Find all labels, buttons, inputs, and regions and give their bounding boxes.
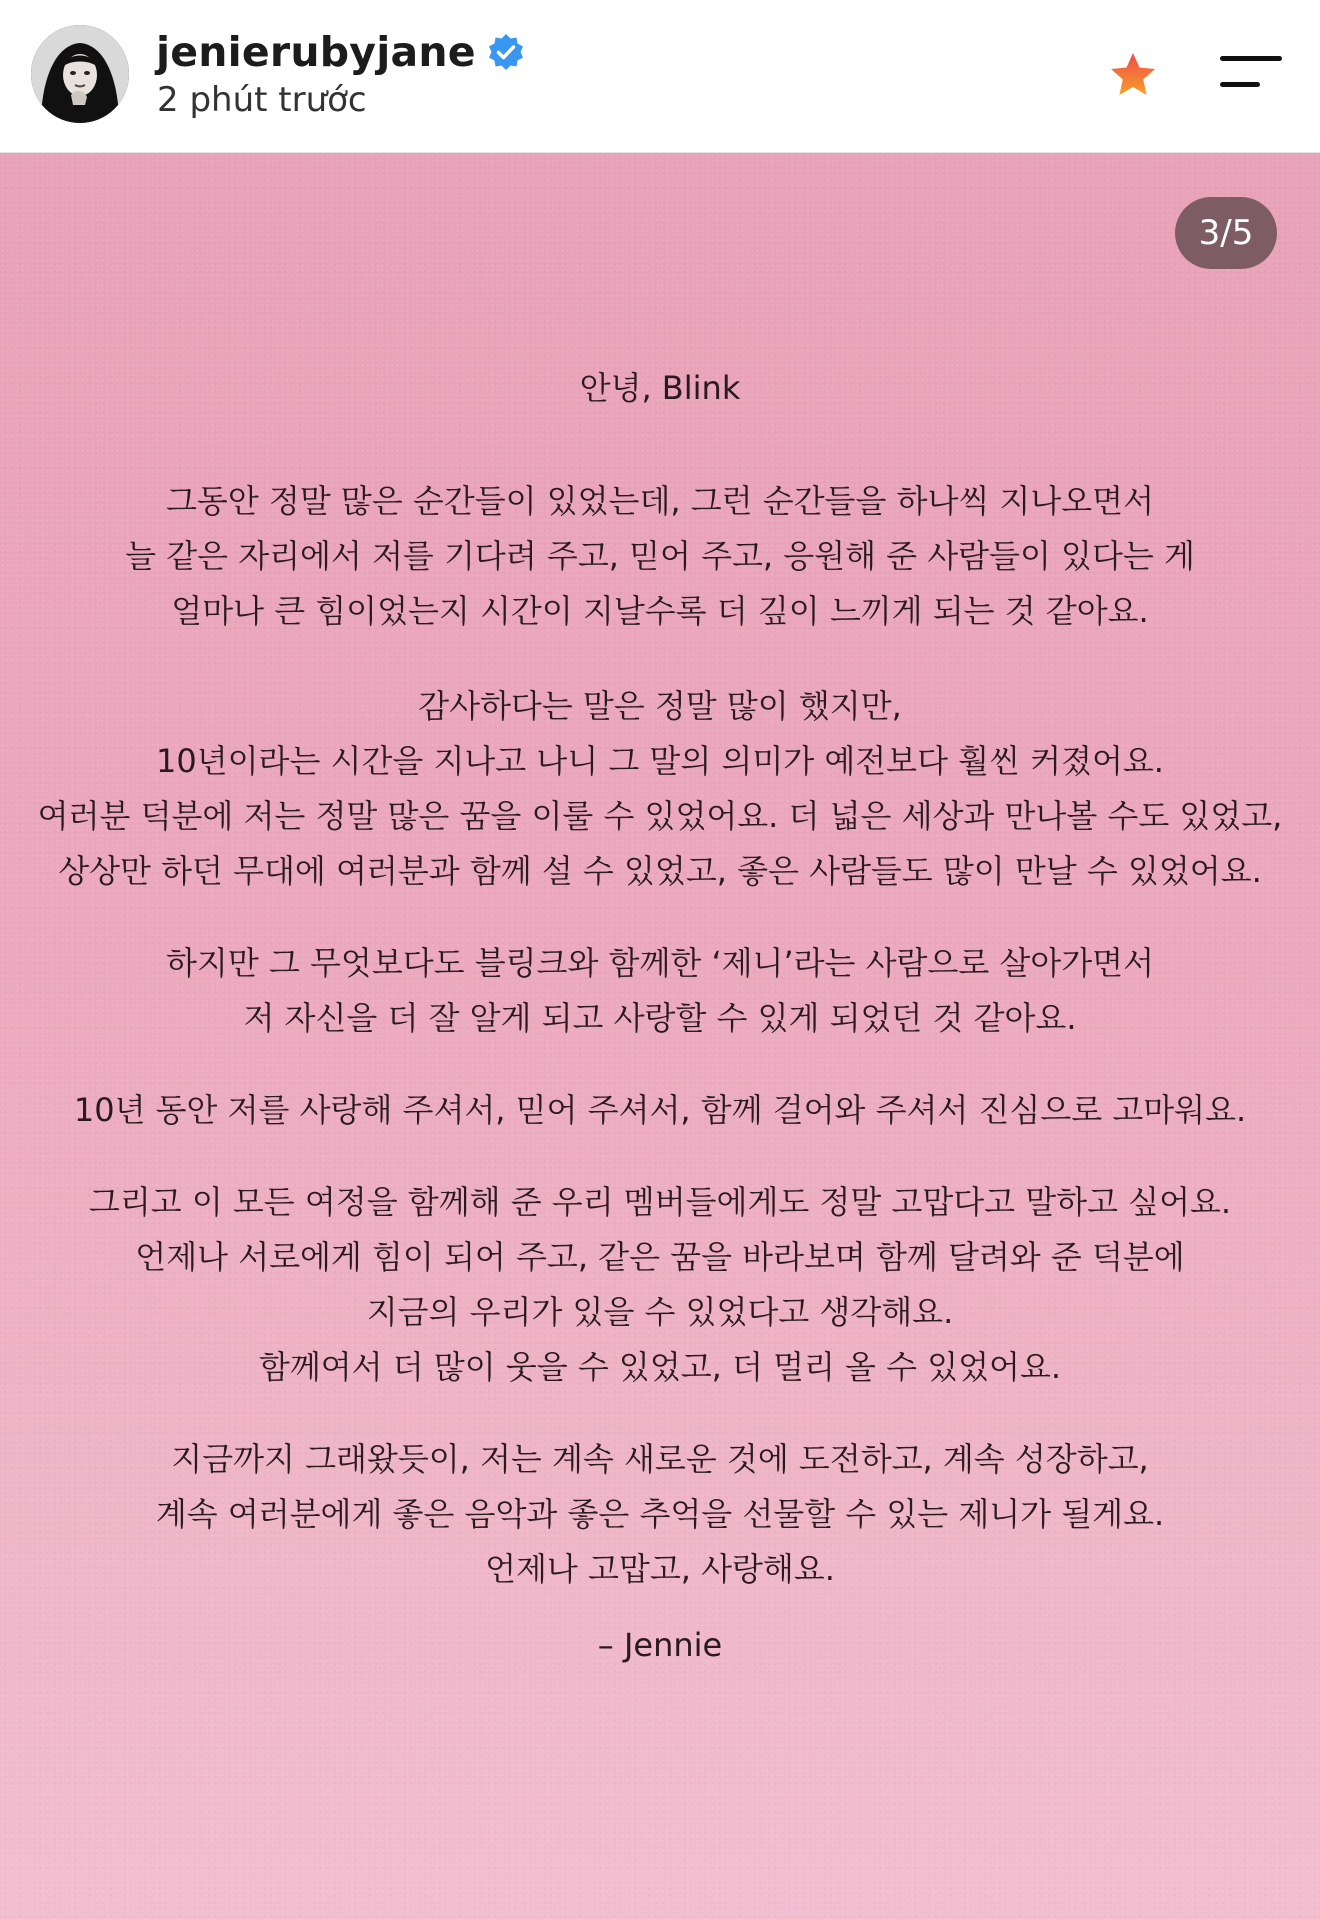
letter-line: 지금의 우리가 있을 수 있었다고 생각해요.: [366, 1293, 954, 1331]
letter-line: 함께여서 더 많이 웃을 수 있었고, 더 멀리 올 수 있었어요.: [258, 1348, 1062, 1386]
letter-line: 언제나 서로에게 힘이 되어 주고, 같은 꿈을 바라보며 함께 달려와 준 덕분에: [135, 1238, 1185, 1276]
letter-line: 안녕, Blink: [579, 369, 741, 407]
letter-line: 그리고 이 모든 여정을 함께해 준 우리 멤버들에게도 정말 고맙다고 말하고 싶어요.: [88, 1183, 1232, 1221]
letter-line: 얼마나 큰 힘이었는지 시간이 지날수록 더 깊이 느끼게 되는 것 같아요.: [171, 592, 1149, 630]
menu-line-top: [1220, 56, 1282, 61]
verified-badge-icon: [486, 32, 526, 72]
letter-greeting: [20, 361, 1300, 416]
post-timestamp: 2 phút trước: [157, 80, 367, 120]
letter-paragraph-3: [20, 936, 1300, 1046]
post-header: [0, 0, 1320, 153]
letter-line: 감사하다는 말은 정말 많이 했지만,: [418, 687, 902, 725]
letter-line: 상상만 하던 무대에 여러분과 함께 설 수 있었고, 좋은 사람들도 많이 만날 수 있었어요.: [58, 852, 1262, 890]
avatar-icon: [31, 25, 129, 123]
letter-paragraph-2: [20, 679, 1300, 899]
post-image-letter[interactable]: [0, 153, 1320, 1919]
letter-paragraph-4: [20, 1083, 1300, 1138]
letter-line: 10년이라는 시간을 지나고 나니 그 말의 의미가 예전보다 훨씬 커졌어요.: [156, 742, 1164, 780]
letter-line: 그동안 정말 많은 순간들이 있었는데, 그런 순간들을 하나씩 지나오면서: [166, 482, 1154, 520]
letter-paragraph-5: [20, 1175, 1300, 1395]
letter-line: 언제나 고맙고, 사랑해요.: [485, 1550, 835, 1588]
letter-line: 10년 동안 저를 사랑해 주셔서, 믿어 주셔서, 함께 걸어와 주셔서 진심으로 고마워요.: [73, 1091, 1247, 1129]
letter-line: 저 자신을 더 잘 알게 되고 사랑할 수 있게 되었던 것 같아요.: [243, 999, 1077, 1037]
letter-line: 계속 여러분에게 좋은 음악과 좋은 추억을 선물할 수 있는 제니가 될게요.: [155, 1495, 1165, 1533]
letter-line: 하지만 그 무엇보다도 블링크와 함께한 ‘제니’라는 사람으로 살아가면서: [166, 944, 1154, 982]
star-icon[interactable]: [1108, 50, 1158, 100]
username-row: [156, 24, 526, 80]
letter-paragraph-6: [20, 1432, 1300, 1597]
letter-signature: [20, 1618, 1300, 1673]
carousel-page-counter: 3/5: [1175, 197, 1277, 269]
letter-line: 여러분 덕분에 저는 정말 많은 꿈을 이룰 수 있었어요. 더 넓은 세상과 만나볼 수도 있었고,: [37, 797, 1283, 835]
letter-line: 늘 같은 자리에서 저를 기다려 주고, 믿어 주고, 응원해 준 사람들이 있다는 게: [125, 537, 1195, 575]
menu-icon[interactable]: [1220, 52, 1282, 92]
avatar[interactable]: [31, 25, 129, 123]
username[interactable]: jenierubyjane: [156, 28, 476, 76]
signature-text: – Jennie: [597, 1626, 723, 1664]
letter-paragraph-1: [20, 474, 1300, 639]
letter-line: 지금까지 그래왔듯이, 저는 계속 새로운 것에 도전하고, 계속 성장하고,: [171, 1440, 1149, 1478]
menu-line-bottom: [1220, 82, 1260, 87]
